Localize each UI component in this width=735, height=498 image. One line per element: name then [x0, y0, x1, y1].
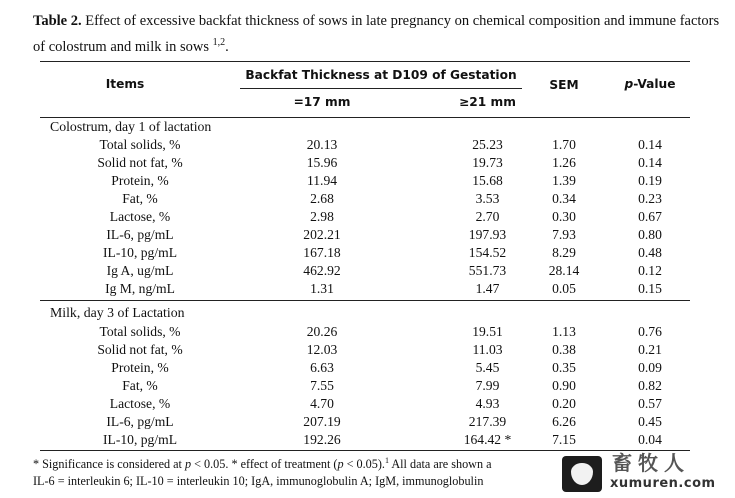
cell-sem: 0.05 — [552, 281, 576, 296]
cell-b: 1.47 — [475, 281, 500, 296]
cell-b: 4.93 — [475, 396, 500, 411]
caption-superscript: 1,2 — [212, 37, 226, 48]
cell-p: 0.23 — [638, 191, 662, 206]
footnote-p: p — [337, 457, 344, 472]
cell-a: 1.31 — [310, 281, 334, 296]
cell-b: 164.42 * — [463, 432, 512, 447]
cell-a: 2.68 — [310, 191, 334, 206]
footnote-text: All data are shown a — [388, 457, 492, 472]
cell-a: 12.03 — [306, 342, 338, 357]
caption-label: Table 2. — [33, 13, 82, 29]
cell-item: Fat, % — [122, 378, 158, 393]
header-p-rest: -Value — [633, 77, 676, 91]
footnote-line-2: IL-6 = interleukin 6; IL-10 = interleukin 10; IgA, immunoglobulin A; IgM, immunoglobulin — [33, 474, 484, 488]
cell-item: Total solids, % — [99, 137, 181, 152]
table-row — [40, 323, 690, 341]
table-row — [40, 190, 690, 208]
section-title-milk: Milk, day 3 of Lactation — [50, 305, 185, 320]
table-row — [40, 431, 690, 449]
table-row — [40, 136, 690, 154]
caption-text: Effect of excessive backfat thickness of sows in late pregnancy on chemical composition and immune factors of colostrum and milk in sows — [33, 13, 720, 55]
header-sem: SEM — [549, 78, 579, 92]
caption-end: . — [225, 38, 229, 55]
cell-item: Total solids, % — [99, 324, 181, 339]
cell-b: 19.73 — [472, 155, 503, 170]
cell-a: 20.26 — [306, 324, 338, 339]
cell-a: 207.19 — [303, 414, 341, 429]
cell-p: 0.12 — [638, 263, 662, 278]
cell-sem: 7.93 — [552, 227, 576, 242]
cell-item: Lactose, % — [109, 209, 171, 224]
table-row — [40, 262, 690, 280]
cell-p: 0.09 — [638, 360, 662, 375]
cell-a: 11.94 — [306, 173, 338, 188]
cell-p: 0.14 — [638, 137, 662, 152]
cell-a: 202.21 — [303, 227, 341, 242]
cell-item: Fat, % — [122, 191, 158, 206]
header-p-italic: p — [624, 77, 634, 91]
cell-a: 2.98 — [310, 209, 334, 224]
table-row — [40, 359, 690, 377]
cell-sem: 7.15 — [552, 432, 576, 447]
cell-item: Ig M, ng/mL — [105, 281, 175, 296]
footnote-text: * Significance is considered at — [33, 457, 185, 472]
heart-icon — [571, 463, 593, 485]
header-items: Items — [105, 77, 145, 91]
table-row — [40, 280, 690, 298]
cell-sem: 0.35 — [552, 360, 576, 375]
footnote-p: p — [184, 457, 192, 472]
cell-sem: 1.13 — [552, 324, 576, 339]
cell-p: 0.76 — [638, 324, 662, 339]
cell-p: 0.45 — [638, 414, 662, 429]
cell-sem: 8.29 — [552, 245, 576, 260]
cell-b: 19.51 — [472, 324, 503, 339]
top-rule — [40, 61, 690, 62]
cell-p: 0.19 — [638, 173, 662, 188]
cell-item: Protein, % — [111, 173, 169, 188]
group-header-rule — [240, 88, 522, 89]
watermark-en: xumuren.com — [610, 476, 716, 491]
cell-p: 0.14 — [638, 155, 662, 170]
cell-a: 7.55 — [310, 378, 334, 393]
cell-p: 0.82 — [638, 378, 662, 393]
header-p-value — [600, 77, 700, 91]
cell-item: Solid not fat, % — [97, 342, 183, 357]
cell-p: 0.80 — [638, 227, 662, 242]
section-divider-rule — [40, 300, 690, 301]
cell-item: Lactose, % — [109, 396, 171, 411]
cell-p: 0.57 — [638, 396, 662, 411]
cell-a: 4.70 — [310, 396, 334, 411]
cell-b: 551.73 — [468, 263, 507, 278]
cell-sem: 28.14 — [548, 263, 580, 278]
cell-b: 5.45 — [475, 360, 500, 375]
header-col-b: ≥21 mm — [459, 95, 516, 109]
footnote-text: < 0.05. * effect of treatment ( — [191, 457, 338, 472]
cell-item: IL-6, pg/mL — [106, 227, 174, 242]
table-row — [40, 154, 690, 172]
cell-b: 197.93 — [468, 227, 507, 242]
cell-p: 0.48 — [638, 245, 662, 260]
watermark — [562, 452, 730, 494]
cell-a: 15.96 — [306, 155, 338, 170]
table-row — [40, 413, 690, 431]
cell-sem: 0.34 — [552, 191, 576, 206]
cell-item: Ig A, ug/mL — [106, 263, 174, 278]
table-row — [40, 341, 690, 359]
cell-a: 20.13 — [306, 137, 338, 152]
table-row — [40, 244, 690, 262]
cell-item: Protein, % — [111, 360, 169, 375]
cell-sem: 1.26 — [552, 155, 576, 170]
watermark-logo — [562, 456, 602, 492]
cell-b: 7.99 — [475, 378, 500, 393]
cell-b: 25.23 — [472, 137, 503, 152]
table-row — [40, 172, 690, 190]
header-group: Backfat Thickness at D109 of Gestation — [245, 68, 517, 82]
table-row — [40, 395, 690, 413]
section-title-colostrum: Colostrum, day 1 of lactation — [50, 119, 212, 134]
footnote-text: < 0.05). — [343, 457, 385, 472]
cell-a: 462.92 — [303, 263, 341, 278]
cell-b: 2.70 — [475, 209, 500, 224]
header-col-a: =17 mm — [293, 95, 351, 109]
cell-item: IL-10, pg/mL — [103, 432, 177, 447]
cell-p: 0.15 — [638, 281, 662, 296]
cell-b: 3.53 — [475, 191, 500, 206]
cell-p: 0.04 — [638, 432, 662, 447]
cell-sem: 0.90 — [552, 378, 576, 393]
cell-b: 15.68 — [472, 173, 503, 188]
table-row — [40, 377, 690, 395]
watermark-cn: 畜牧人 — [612, 451, 690, 475]
footnote-line-1 — [33, 456, 553, 472]
cell-sem: 1.39 — [552, 173, 576, 188]
cell-item: IL-10, pg/mL — [103, 245, 177, 260]
table-row — [40, 208, 690, 226]
cell-b: 154.52 — [468, 245, 507, 260]
cell-sem: 1.70 — [552, 137, 576, 152]
cell-sem: 6.26 — [552, 414, 576, 429]
cell-b: 217.39 — [468, 414, 507, 429]
cell-p: 0.67 — [638, 209, 662, 224]
cell-sem: 0.30 — [552, 209, 576, 224]
cell-a: 167.18 — [303, 245, 341, 260]
cell-sem: 0.38 — [552, 342, 576, 357]
cell-b: 11.03 — [472, 342, 503, 357]
cell-a: 6.63 — [310, 360, 334, 375]
cell-sem: 0.20 — [552, 396, 576, 411]
cell-item: IL-6, pg/mL — [106, 414, 174, 429]
cell-a: 192.26 — [303, 432, 341, 447]
table-row — [40, 226, 690, 244]
cell-p: 0.21 — [638, 342, 662, 357]
table-caption — [33, 10, 723, 58]
cell-item: Solid not fat, % — [97, 155, 183, 170]
footnote-superscript: 1 — [384, 456, 389, 465]
